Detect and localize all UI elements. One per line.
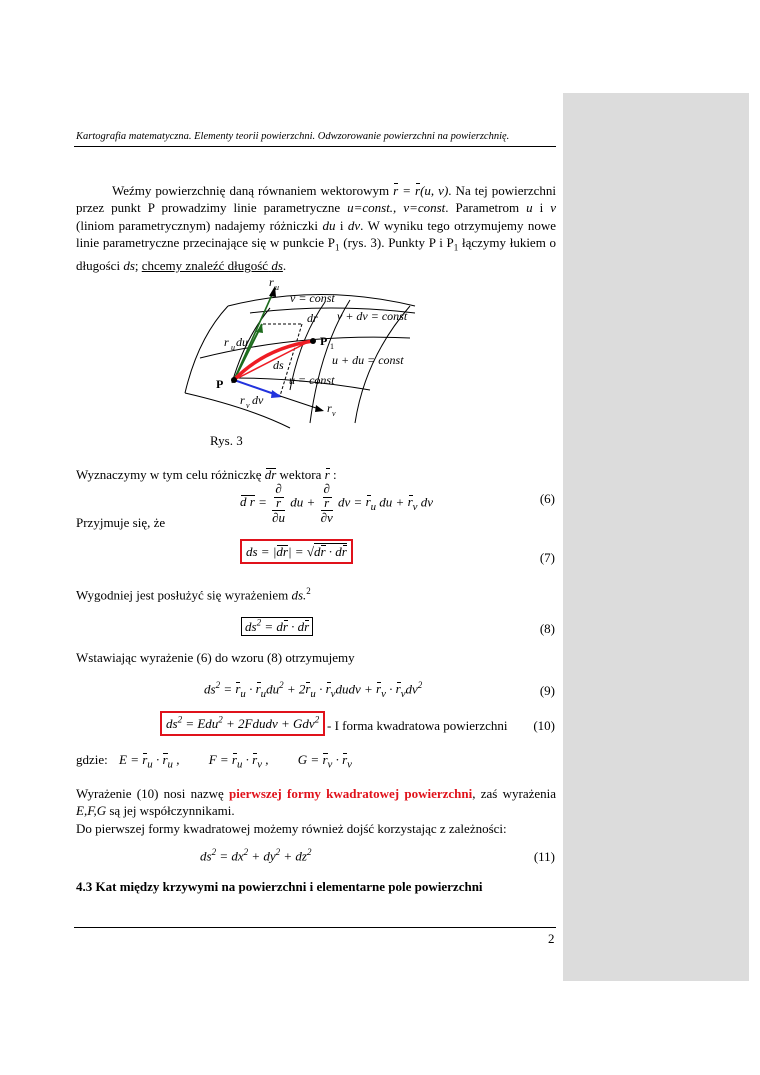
eq-number-6: (6) xyxy=(539,491,555,506)
wstawiajac-text: Wstawiając wyrażenie (6) do wzoru (8) otrzymujemy xyxy=(76,650,355,665)
label-u-du-const: u + du = const xyxy=(332,353,404,367)
label-rv-dv-sub: v xyxy=(246,401,250,410)
label-ru: r xyxy=(269,278,274,289)
ru-arrow xyxy=(234,288,275,380)
sub-1: 1 xyxy=(335,242,340,253)
wyrazenie-paragraph xyxy=(76,785,556,837)
u-const-text: u=const., xyxy=(347,200,397,216)
v-var: v xyxy=(550,200,556,216)
equation-9: $ds^2 = r_u \cdot r_udu^2 + 2r_u$ · $r_vdudv + r_v \cdot r_vdv^2$ xyxy=(204,680,423,700)
eq-number-11: (11) xyxy=(533,849,555,864)
label-u-const: u = const xyxy=(289,373,335,387)
wyr1-text: Wyrażenie (10) nosi nazwę xyxy=(76,786,224,801)
ds-var-2: ds xyxy=(271,257,283,273)
wektora-r: r xyxy=(324,467,330,482)
point-P1 xyxy=(310,338,316,344)
label-ru-du-tail: du xyxy=(236,335,248,349)
intro-text-4: (liniom parametrycznym) nadajemy różniczki xyxy=(76,217,319,233)
eq-number-10: (10) xyxy=(533,718,555,733)
wygodniej-sup: 2 xyxy=(306,586,311,596)
equation-11: $ds^2 = dx^2 + dy^2 + dz^2$ xyxy=(200,847,312,864)
intro-underlined xyxy=(142,258,283,273)
point-P xyxy=(231,377,237,383)
intro-text-8: chcemy znaleźć długość xyxy=(141,257,269,273)
przyjmuje-text: Przyjmuje się, że xyxy=(76,515,166,530)
gdzie-text: gdzie: xyxy=(76,752,108,767)
label-rv-sub: v xyxy=(332,409,336,418)
intro-paragraph: Weźmy powierzchnię daną równaniem wektorowym r = r(u, v). Na tej powierzchni przez punkt P prowadzimy linie parametryczne u=const., v=const. Parametrom u i v (liniom parametrycznym) nadajemy różniczki du i dv. W wyniku tego otrzymujemy nowe linie parametryczne przecinające się w punkcie $P_1$ (rys. 3). Punkty P i $P_1$ łączymy łukiem o długości ds; chcemy znaleźć długość ds. xyxy=(76,183,557,273)
gdzie-line: gdzie: $E = r_u \cdot r_u$ , $F = r_u \cdot r_v$ , $G = r_v \cdot r_v$ xyxy=(76,752,352,771)
label-ru-sub: u xyxy=(275,283,279,292)
wyznaczymy-line: Wyznaczymy w tym celu różniczkę dr wektora r : xyxy=(76,467,337,482)
comment-pane xyxy=(563,93,749,981)
label-dr: dr xyxy=(307,311,318,325)
wyr2-rest: są jej współczynnikami. xyxy=(109,803,235,819)
label-ru-du-sub: u xyxy=(231,343,235,352)
sub-1b: 1 xyxy=(453,242,459,253)
forma-desc: - I forma kwadratowa powierzchni xyxy=(327,718,508,733)
label-rv: r xyxy=(327,401,332,415)
intro-text-3: . Parametrom xyxy=(445,200,520,216)
eq-number-9: (9) xyxy=(539,683,555,698)
intro-text-1: Weźmy powierzchnię daną równaniem wektorowym xyxy=(112,183,390,198)
header-rule xyxy=(74,146,556,147)
eq-number-8: (8) xyxy=(539,621,555,636)
wyr2-text: E,F,G xyxy=(76,803,107,819)
intro-text-6: (rys. 3). Punkty P i P xyxy=(343,234,454,250)
do-pierwszej-text: Do pierwszej formy kwadratowej możemy również dojść korzystając z zależności: xyxy=(76,820,507,836)
footer-rule xyxy=(74,927,556,928)
label-v-dv-const: v + dv = const xyxy=(337,309,408,323)
equation-10: $ds^2 = Edu^2$ + 2Fdudv + Gdv$^2$ xyxy=(160,715,325,732)
wygodniej-text: Wygodniej jest posłużyć się wyrażeniem xyxy=(76,587,289,603)
label-rv-dv-tail: dv xyxy=(252,393,264,407)
wygodniej-ds: ds. xyxy=(291,587,307,603)
surface-figure xyxy=(170,278,420,438)
intro-text-2: . Na tej powierzchni przez punkt P prowadzimy linie parametryczne xyxy=(76,183,556,216)
ds-var: ds xyxy=(123,257,135,273)
and-text-2: i xyxy=(339,217,344,233)
label-ru-du: r xyxy=(224,335,229,349)
wygodniej-line xyxy=(76,586,311,603)
label-v-const: v = const xyxy=(290,291,335,305)
equation-6: d r = ∂ r ∂u du + ∂ r ∂v dv = $r_u$ du + $r_v$ dv xyxy=(240,481,433,525)
u-var: u xyxy=(526,200,533,216)
and-text: i xyxy=(539,200,544,216)
wektora-text: wektora xyxy=(279,467,322,482)
equation-7: ds = |dr| = √dr · dr xyxy=(240,544,353,560)
label-rv-dv: r xyxy=(240,393,245,407)
section-heading: 4.3 Kat między krzywymi na powierzchni i elementarne pole powierzchni xyxy=(76,879,483,894)
running-header: Kartografia matematyczna. Elementy teorii powierzchni. Odwzorowanie powierzchni na powierzchnię. xyxy=(76,131,510,142)
intro-text-5: . W wyniku tego otrzymujemy nowe linie parametryczne przecinające się w punkcie P xyxy=(76,217,557,250)
label-ds: ds xyxy=(273,358,284,372)
wyznaczymy-dr: dr xyxy=(264,467,277,482)
label-P1: P xyxy=(320,334,328,348)
equation-8: $ds^2$ = dr · dr xyxy=(241,618,313,635)
eq-number-7: (7) xyxy=(539,550,555,565)
wyr1-rest: , zaś wyrażenia xyxy=(472,786,557,801)
du-var: du xyxy=(322,217,336,233)
label-P: P xyxy=(216,377,224,391)
wyznaczymy-text: Wyznaczymy w tym celu różniczkę xyxy=(76,467,262,482)
surface-bottom-edge xyxy=(185,393,290,428)
wyr1-red: pierwszej formy kwadratowej powierzchni xyxy=(229,786,473,801)
page-number: 2 xyxy=(548,931,555,946)
label-P1-sub: 1 xyxy=(330,342,334,351)
dv-var: dv xyxy=(347,217,361,233)
v-const-text: v=const xyxy=(403,200,446,216)
figure-caption: Rys. 3 xyxy=(210,433,243,448)
intro-text-7: łączymy łukiem o długości xyxy=(76,234,557,273)
